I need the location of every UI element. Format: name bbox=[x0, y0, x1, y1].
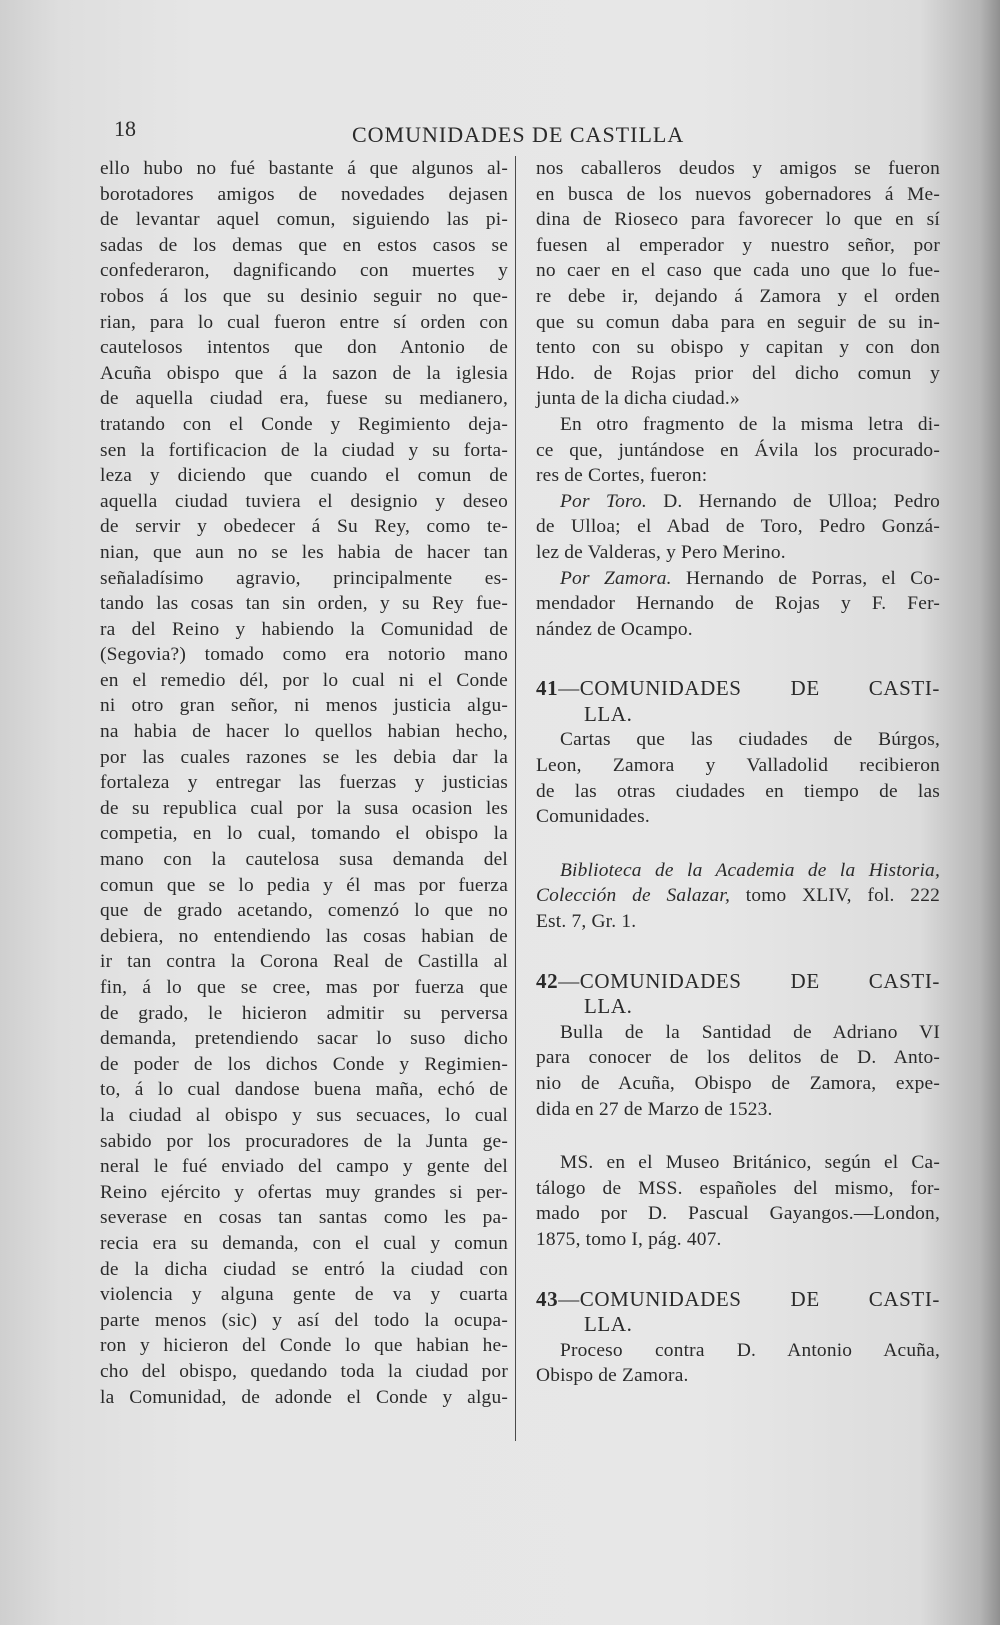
entry-42-number: 42 bbox=[536, 968, 559, 993]
quote-line: no caer en el caso que cada uno que lo fue- bbox=[536, 260, 940, 282]
quote-line: nos caballeros deudos y amigos se fueron bbox=[536, 158, 940, 179]
zamora-line: nández de Ocampo. bbox=[536, 618, 693, 640]
text-line: (Segovia?) tomado como era notorio mano bbox=[100, 644, 508, 666]
fragment-line: En otro fragmento de la misma letra di- bbox=[560, 413, 940, 435]
text-line: de servir y obedecer á Su Rey, como te- bbox=[100, 516, 508, 538]
entry-42-desc-line: para conocer de los delitos de D. Anto- bbox=[536, 1047, 940, 1069]
entry-41-desc-line: Cartas que las ciudades de Búrgos, bbox=[560, 729, 940, 751]
text-line: la ciudad al obispo y sus secuaces, lo cual bbox=[100, 1104, 508, 1126]
entry-41-description bbox=[536, 727, 940, 829]
text-line: na habia de hacer lo quellos habian hecho, bbox=[100, 721, 508, 743]
toro-paragraph bbox=[536, 489, 940, 566]
entry-42-desc-line: nio de Acuña, Obispo de Zamora, expe- bbox=[536, 1073, 940, 1094]
text-line: fin, á lo que se cree, mas por fuerza que bbox=[100, 977, 508, 998]
text-line: nian, que aun no se les habia de hacer tan bbox=[100, 541, 508, 563]
text-line: ello hubo no fué bastante á que algunos al- bbox=[100, 158, 508, 179]
quote-line: fuesen al emperador y nuestro señor, por bbox=[536, 234, 940, 256]
fragment-line: ce que, juntándose en Ávila los procurado- bbox=[536, 439, 940, 461]
text-line: confederaron, dagnificando con muertes y bbox=[100, 260, 508, 282]
text-line: rian, para lo cual fueron entre sí orden con bbox=[100, 311, 508, 333]
toro-line: Por Toro. D. Hernando de Ulloa; Pedro bbox=[560, 490, 940, 512]
text-line: ir tan contra la Corona Real de Castilla al bbox=[100, 951, 508, 973]
text-line: demanda, pretendiendo sacar lo suso dicho bbox=[100, 1028, 508, 1050]
text-line: sabido por los procuradores de la Junta ge- bbox=[100, 1130, 508, 1152]
entry-41-desc-line: Leon, Zamora y Valladolid recibieron bbox=[536, 755, 940, 777]
text-line: aquella ciudad tuviera el designio y deseo bbox=[100, 490, 508, 512]
text-line: en el remedio dél, por lo cual ni el Conde bbox=[100, 669, 508, 691]
entry-43-desc-line: Proceso contra D. Antonio Acuña, bbox=[560, 1339, 940, 1361]
text-line: robos á los que su desinio seguir no que- bbox=[100, 285, 508, 307]
entry-42-desc-line: dida en 27 de Marzo de 1523. bbox=[536, 1098, 773, 1120]
text-line: debiera, no entendiendo las cosas habian de bbox=[100, 925, 508, 947]
text-line: fortaleza y entregar las fuerzas y justicias bbox=[100, 772, 508, 794]
text-line: ron y hicieron del Conde lo que habian he- bbox=[100, 1335, 508, 1357]
text-line: ni otro gran señor, ni menos justicia algu- bbox=[100, 695, 508, 717]
running-title: COMUNIDADES DE CASTILLA bbox=[352, 122, 685, 147]
entry-41 bbox=[536, 676, 940, 934]
entry-41-source-line: Colección de Salazar, tomo XLIV, fol. 222 bbox=[536, 885, 940, 907]
fragment-paragraph bbox=[536, 412, 940, 489]
text-line: tando las cosas tan sin orden, y su Rey fue- bbox=[100, 593, 508, 615]
text-line: Acuña obispo que á la sazon de la iglesia bbox=[100, 362, 508, 384]
entry-43 bbox=[536, 1287, 940, 1389]
text-line: de poder de los dichos Conde y Regimien- bbox=[100, 1053, 508, 1075]
text-line: tratando con el Conde y Regimiento deja- bbox=[100, 413, 508, 435]
zamora-label: Por Zamora. bbox=[560, 567, 672, 589]
text-line: to, á lo cual dandose buena maña, echó de bbox=[100, 1079, 508, 1101]
toro-line: lez de Valderas, y Pero Merino. bbox=[536, 541, 786, 563]
entry-43-number: 43 bbox=[536, 1286, 559, 1311]
right-column bbox=[536, 156, 940, 1389]
text-line: Reino ejército y ofertas muy grandes si per- bbox=[100, 1181, 508, 1203]
text-line: violencia y alguna gente de va y cuarta bbox=[100, 1284, 508, 1306]
text-line: que de grado acetando, comenzó lo que no bbox=[100, 900, 508, 922]
entry-43-heading: 43—COMUNIDADES DE CASTI- bbox=[536, 1286, 940, 1311]
entry-42-source-line: mado por D. Pascual Gayangos.—London, bbox=[536, 1203, 940, 1225]
text-line: de grado, le hicieron admitir su perversa bbox=[100, 1002, 508, 1024]
entry-43-heading-cont: LLA. bbox=[584, 1312, 633, 1337]
entry-41-source-line: Est. 7, Gr. 1. bbox=[536, 911, 637, 933]
text-line: de levantar aquel comun, siguiendo las pi- bbox=[100, 209, 508, 231]
text-line: cautelosos intentos que don Antonio de bbox=[100, 337, 508, 359]
quote-line: en busca de los nuevos gobernadores á Me- bbox=[536, 183, 940, 205]
entry-42-heading-cont: LLA. bbox=[584, 994, 633, 1019]
text-line: leza y diciendo que cuando el comun de bbox=[100, 465, 508, 487]
entry-41-source-line: Biblioteca de la Academia de la Historia, bbox=[560, 859, 940, 881]
entry-42-source-line: MS. en el Museo Británico, según el Ca- bbox=[560, 1152, 940, 1174]
page-number: 18 bbox=[114, 116, 136, 141]
toro-label: Por Toro. bbox=[560, 490, 647, 512]
entry-42 bbox=[536, 969, 940, 1253]
text-line: sen la fortificacion de la ciudad y su forta- bbox=[100, 439, 508, 461]
entry-41-heading-cont: LLA. bbox=[584, 701, 633, 726]
continued-quote bbox=[536, 156, 940, 412]
entry-41-number: 41 bbox=[536, 676, 559, 701]
quote-line: re debe ir, dejando á Zamora y el orden bbox=[536, 285, 940, 307]
entry-41-heading: 41—COMUNIDADES DE CASTI- bbox=[536, 676, 940, 701]
text-line: de aquella ciudad era, fuese su medianero, bbox=[100, 388, 508, 410]
zamora-line: mendador Hernando de Rojas y F. Fer- bbox=[536, 593, 940, 615]
quote-line: tento con su obispo y capitan y con don bbox=[536, 337, 940, 359]
text-line: neral le fué enviado del campo y gente del bbox=[100, 1156, 508, 1178]
text-line: competia, en lo cual, tomando el obispo la bbox=[100, 823, 508, 845]
column-divider bbox=[515, 156, 516, 1441]
entry-42-source bbox=[536, 1150, 940, 1252]
text-line: sadas de los demas que en estos casos se bbox=[100, 234, 508, 256]
text-line: mano con la cautelosa susa demanda del bbox=[100, 849, 508, 871]
entry-42-heading: 42—COMUNIDADES DE CASTI- bbox=[536, 968, 940, 993]
entry-43-description bbox=[536, 1338, 940, 1389]
toro-line: de Ulloa; el Abad de Toro, Pedro Gonzá- bbox=[536, 516, 940, 538]
entry-42-source-line: 1875, tomo I, pág. 407. bbox=[536, 1228, 722, 1250]
entry-42-source-line: tálogo de MSS. españoles del mismo, for- bbox=[536, 1177, 940, 1199]
entry-41-desc-line: Comunidades. bbox=[536, 806, 650, 828]
left-column-text bbox=[100, 156, 508, 1410]
zamora-line: Por Zamora. Hernando de Porras, el Co- bbox=[560, 567, 940, 589]
text-line: cho del obispo, quedando toda la ciudad por bbox=[100, 1360, 508, 1382]
zamora-paragraph bbox=[536, 566, 940, 643]
text-line: de la dicha ciudad se entró la ciudad con bbox=[100, 1258, 508, 1280]
text-line: de su republica cual por la susa ocasion les bbox=[100, 797, 508, 819]
text-line: la Comunidad, de adonde el Conde y algu- bbox=[100, 1386, 508, 1408]
fragment-line: res de Cortes, fueron: bbox=[536, 465, 708, 487]
text-line: comun que se lo pedia y él mas por fuerza bbox=[100, 874, 508, 896]
entry-42-description bbox=[536, 1020, 940, 1122]
text-line: por las cuales razones se les debia dar la bbox=[100, 746, 508, 768]
quote-line: Hdo. de Rojas prior del dicho comun y bbox=[536, 362, 940, 384]
entry-43-desc-line: Obispo de Zamora. bbox=[536, 1365, 689, 1387]
quote-line: junta de la dicha ciudad.» bbox=[536, 388, 740, 410]
entry-41-desc-line: de las otras ciudades en tiempo de las bbox=[536, 780, 940, 802]
text-line: señaladísimo agravio, principalmente es- bbox=[100, 567, 508, 589]
text-line: recia era su demanda, con el cual y comun bbox=[100, 1232, 508, 1254]
text-line: ra del Reino y habiendo la Comunidad de bbox=[100, 618, 508, 640]
text-line: borotadores amigos de novedades dejasen bbox=[100, 183, 508, 205]
text-line: severase en cosas tan santas como les pa- bbox=[100, 1207, 508, 1229]
entry-42-desc-line: Bulla de la Santidad de Adriano VI bbox=[560, 1021, 940, 1043]
quote-line: que su comun daba para en seguir de su in- bbox=[536, 311, 940, 333]
text-line: parte menos (sic) y así del todo la ocupa- bbox=[100, 1309, 508, 1331]
quote-line: dina de Rioseco para favorecer lo que en sí bbox=[536, 209, 940, 231]
